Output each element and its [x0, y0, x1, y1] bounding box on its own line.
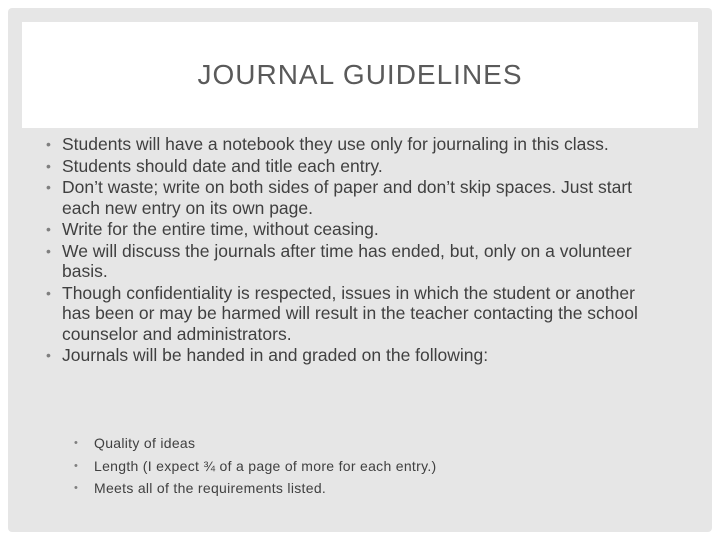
bullet-item: • Write for the entire time, without ceasing.	[46, 219, 666, 240]
sub-bullet-item: • Quality of ideas	[74, 432, 437, 455]
bullet-list	[46, 134, 666, 366]
sub-bullet-item: • Meets all of the requirements listed.	[74, 477, 437, 500]
bullet-item: • Students will have a notebook they use only for journaling in this class.	[46, 134, 666, 155]
bullet-item: • Students should date and title each entry.	[46, 156, 666, 177]
title-box	[22, 22, 698, 128]
sub-bullet-item: • Length (I expect ¾ of a page of more for each entry.)	[74, 455, 437, 478]
bullet-item: • Though confidentiality is respected, issues in which the student or another has been or may be harmed will result in the teacher contacting the school counselor and administrators.	[46, 283, 666, 345]
sub-bullet-list	[74, 432, 437, 500]
slide-title: JOURNAL GUIDELINES	[197, 59, 523, 90]
slide-content	[46, 134, 666, 367]
bullet-item: • We will discuss the journals after time has ended, but, only on a volunteer basis.	[46, 241, 666, 282]
bullet-item: • Journals will be handed in and graded on the following:	[46, 345, 666, 366]
bullet-item: • Don’t waste; write on both sides of paper and don’t skip spaces. Just start each new entry on its own page.	[46, 177, 666, 218]
